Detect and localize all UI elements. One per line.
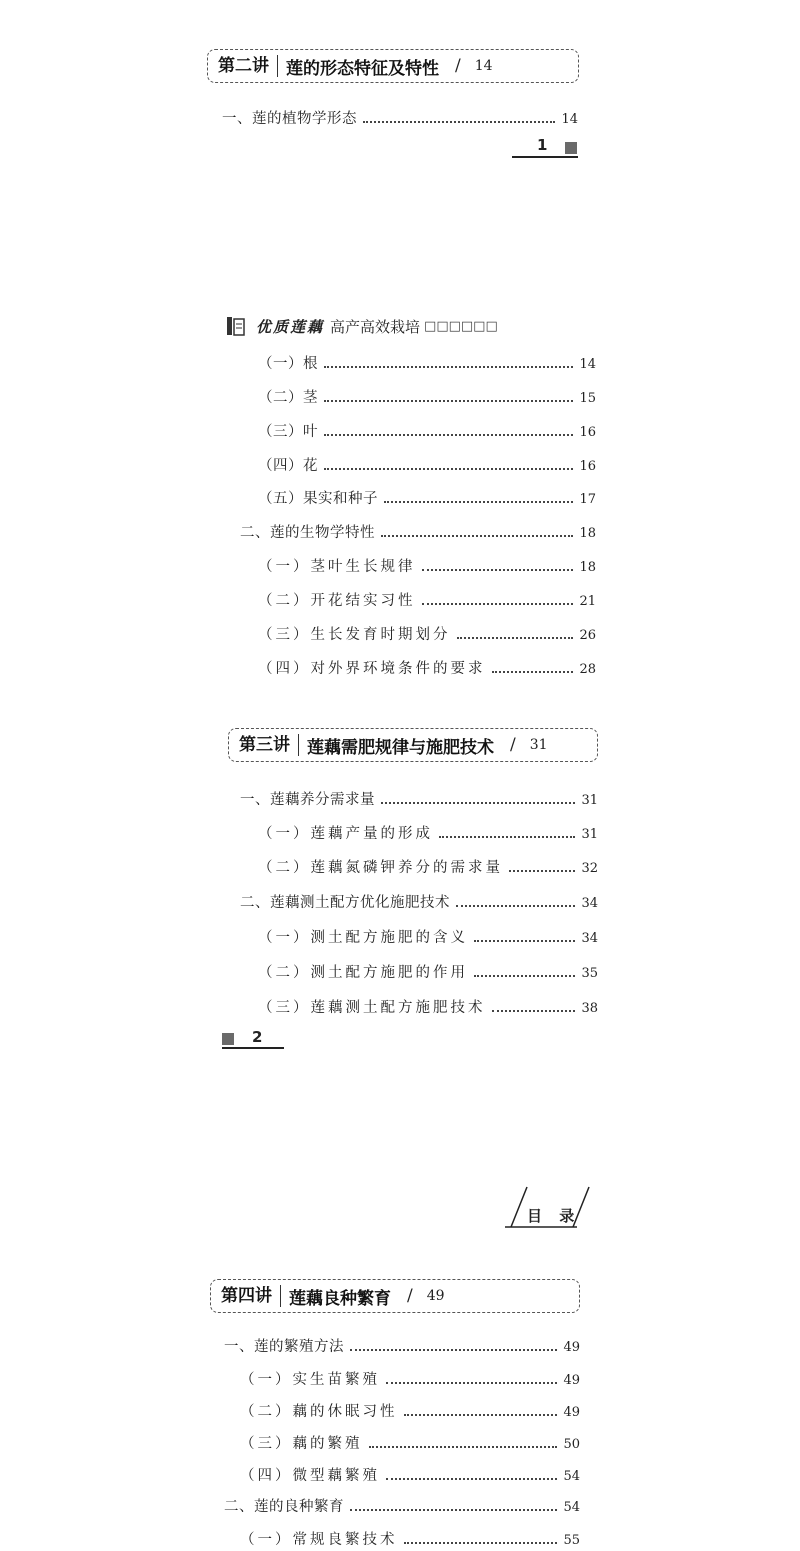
toc-page: 50 xyxy=(563,1437,580,1452)
leader-dots xyxy=(381,535,573,537)
chapter-page: 49 xyxy=(426,1288,445,1304)
toc-page: 35 xyxy=(581,966,598,981)
toc-entry[interactable] xyxy=(240,1530,580,1550)
toc-page: 32 xyxy=(581,861,598,876)
footer-rule xyxy=(222,1047,284,1049)
toc-page: 16 xyxy=(579,459,596,474)
leader-dots xyxy=(324,400,573,402)
toc-page: 54 xyxy=(563,1469,580,1484)
chapter-title: 莲藕需肥规律与施肥技术 xyxy=(307,737,494,758)
toc-entry[interactable] xyxy=(258,388,596,408)
toc-label: （一）茎叶生长规律 xyxy=(258,559,416,575)
leader-dots xyxy=(509,870,575,872)
page-number: 1 xyxy=(537,136,548,154)
running-header xyxy=(505,1183,590,1229)
page-marker-square xyxy=(222,1033,234,1045)
toc-label: 一、莲的繁殖方法 xyxy=(224,1339,344,1355)
toc-label: 二、莲的良种繁育 xyxy=(224,1499,344,1515)
leader-dots xyxy=(439,836,575,838)
toc-page: 28 xyxy=(579,662,596,677)
leader-dots xyxy=(363,121,555,123)
toc-entry[interactable] xyxy=(258,422,596,442)
toc-entry[interactable] xyxy=(240,523,596,543)
toc-label: 二、莲的生物学特性 xyxy=(240,525,375,541)
chapter-title: 莲藕良种繁育 xyxy=(289,1288,391,1309)
leader-dots xyxy=(386,1478,557,1480)
toc-label: （二）测土配方施肥的作用 xyxy=(258,965,468,981)
footer-rule xyxy=(512,156,578,158)
book-icon xyxy=(224,315,250,337)
toc-label: （一）实生苗繁殖 xyxy=(240,1372,380,1388)
chapter-page: 14 xyxy=(474,58,493,74)
chapter-number: 第二讲 xyxy=(208,55,278,77)
toc-entry[interactable] xyxy=(224,1497,580,1517)
toc-entry[interactable] xyxy=(258,557,596,577)
toc-entry[interactable] xyxy=(258,928,598,948)
toc-page: 31 xyxy=(581,827,598,842)
leader-dots xyxy=(350,1509,557,1511)
page-number: 2 xyxy=(252,1028,263,1046)
toc-page: 38 xyxy=(581,1001,598,1016)
toc-page: 18 xyxy=(579,526,596,541)
toc-entry[interactable] xyxy=(240,790,598,810)
leader-dots xyxy=(457,637,574,639)
toc-label: （一）常规良繁技术 xyxy=(240,1532,398,1548)
toc-entry[interactable] xyxy=(240,1370,580,1390)
book-running-title xyxy=(224,315,498,337)
leader-dots xyxy=(474,940,575,942)
toc-page: 14 xyxy=(579,357,596,372)
leader-dots xyxy=(324,434,573,436)
leader-dots xyxy=(404,1414,558,1416)
chapter-page: 31 xyxy=(529,737,548,753)
chapter-title: 莲的形态特征及特性 xyxy=(286,58,439,79)
toc-label: 一、莲藕养分需求量 xyxy=(240,792,375,808)
toc-page: 18 xyxy=(579,560,596,575)
leader-dots xyxy=(492,1010,576,1012)
toc-label: （五）果实和种子 xyxy=(258,491,378,507)
book-title: 优质莲藕 xyxy=(256,317,325,336)
toc-label: （三）生长发育时期划分 xyxy=(258,627,451,643)
leader-dots xyxy=(422,569,574,571)
toc-page: 54 xyxy=(563,1500,580,1515)
toc-page: 16 xyxy=(579,425,596,440)
toc-entry[interactable] xyxy=(240,1434,580,1454)
running-header-text: 目 录 xyxy=(527,1207,581,1225)
leader-dots xyxy=(386,1382,557,1384)
chapter-number: 第三讲 xyxy=(229,734,299,756)
leader-dots xyxy=(384,501,573,503)
toc-page: 15 xyxy=(579,391,596,406)
toc-page: 49 xyxy=(563,1373,580,1388)
toc-page: 49 xyxy=(563,1405,580,1420)
toc-entry[interactable] xyxy=(222,109,578,129)
toc-entry[interactable] xyxy=(258,354,596,374)
toc-page: 21 xyxy=(579,594,596,609)
chapter-4-header xyxy=(210,1279,580,1313)
toc-label: （一）莲藕产量的形成 xyxy=(258,826,433,842)
toc-entry[interactable] xyxy=(258,625,596,645)
leader-dots xyxy=(324,366,573,368)
toc-label: （四）对外界环境条件的要求 xyxy=(258,661,486,677)
toc-label: （三）莲藕测土配方施肥技术 xyxy=(258,1000,486,1016)
leader-dots xyxy=(381,802,575,804)
toc-page: 34 xyxy=(581,896,598,911)
toc-page: 17 xyxy=(579,492,596,507)
toc-entry[interactable] xyxy=(240,893,598,913)
leader-dots xyxy=(404,1542,558,1544)
toc-entry[interactable] xyxy=(258,591,596,611)
leader-dots xyxy=(474,975,575,977)
toc-page: 34 xyxy=(581,931,598,946)
leader-dots xyxy=(456,905,575,907)
book-subtitle: 高产高效栽培 xyxy=(330,317,421,336)
toc-label: 一、莲的植物学形态 xyxy=(222,111,357,127)
toc-label: （四）微型藕繁殖 xyxy=(240,1468,380,1484)
toc-entry[interactable] xyxy=(224,1337,580,1357)
separator: / xyxy=(407,1286,413,1306)
toc-entry[interactable] xyxy=(258,963,598,983)
toc-entry[interactable] xyxy=(258,456,596,476)
toc-label: （二）茎 xyxy=(258,390,318,406)
toc-entry[interactable] xyxy=(258,824,598,844)
separator: / xyxy=(510,735,516,755)
chapter-2-header xyxy=(207,49,579,83)
leader-dots xyxy=(492,671,574,673)
toc-page: 55 xyxy=(563,1533,580,1548)
toc-label: （一）测土配方施肥的含义 xyxy=(258,930,468,946)
book-title-boxes: □□□□□□ xyxy=(424,318,498,334)
leader-dots xyxy=(350,1349,557,1351)
toc-label: （三）藕的繁殖 xyxy=(240,1436,363,1452)
chapter-number: 第四讲 xyxy=(211,1285,281,1307)
leader-dots xyxy=(422,603,574,605)
toc-label: （二）藕的休眠习性 xyxy=(240,1404,398,1420)
chapter-3-header xyxy=(228,728,598,762)
toc-page: 31 xyxy=(581,793,598,808)
toc-label: （四）花 xyxy=(258,458,318,474)
toc-page: 49 xyxy=(563,1340,580,1355)
toc-label: （二）莲藕氮磷钾养分的需求量 xyxy=(258,860,503,876)
toc-entry[interactable] xyxy=(240,1402,580,1422)
separator: / xyxy=(455,56,461,76)
toc-label: （一）根 xyxy=(258,356,318,372)
toc-label: 二、莲藕测土配方优化施肥技术 xyxy=(240,895,450,911)
toc-entry[interactable] xyxy=(258,489,596,509)
toc-entry[interactable] xyxy=(258,858,598,878)
page-marker-square xyxy=(565,142,577,154)
toc-entry[interactable] xyxy=(258,659,596,679)
toc-page: 14 xyxy=(561,112,578,127)
toc-entry[interactable] xyxy=(258,998,598,1018)
leader-dots xyxy=(369,1446,558,1448)
leader-dots xyxy=(324,468,573,470)
toc-label: （三）叶 xyxy=(258,424,318,440)
toc-entry[interactable] xyxy=(240,1466,580,1486)
toc-page: 26 xyxy=(579,628,596,643)
toc-label: （二）开花结实习性 xyxy=(258,593,416,609)
